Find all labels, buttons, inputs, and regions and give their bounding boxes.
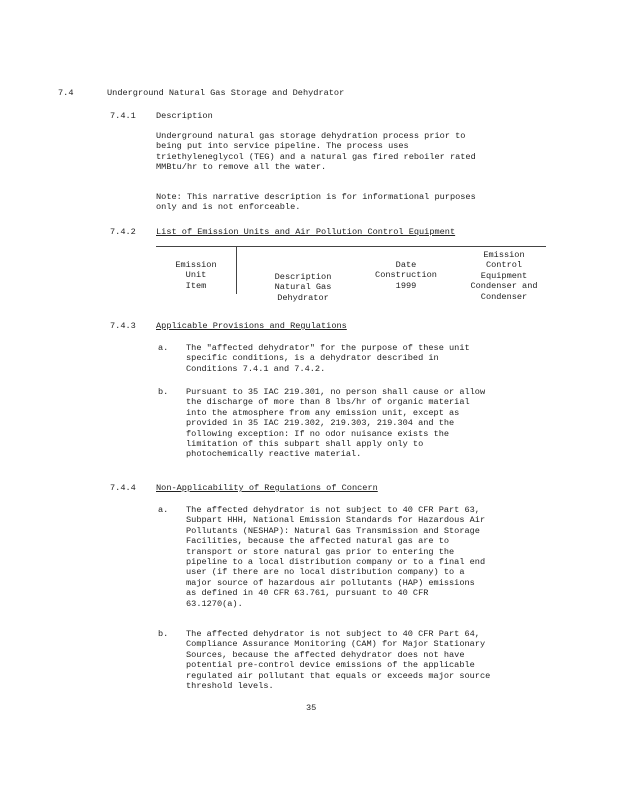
list-item (186, 505, 485, 609)
list-label: b. (158, 629, 169, 639)
subsection-heading-description: Description (156, 111, 213, 121)
table-cell: Unit (185, 270, 207, 281)
list-line: Pursuant to 35 IAC 219.301, no person shall cause or allow (186, 387, 486, 397)
list-line: Sources, because the affected dehydrator does not have (186, 649, 465, 660)
page-number: 35 (306, 703, 317, 713)
list-line: pipeline to a local distribution company or to a final end (186, 557, 486, 568)
description-line: Underground natural gas storage dehydration process prior to (156, 131, 466, 141)
description-line: triethyleneglycol (TEG) and a natural gas fired reboiler rated (156, 151, 476, 162)
list-item (186, 629, 490, 691)
list-line: limitation of this subpart shall apply only to (186, 439, 424, 450)
emission-units-table (156, 243, 546, 303)
table-col-control-equipment (456, 250, 552, 302)
list-line: transport or store natural gas prior to entering the (186, 546, 455, 557)
list-line: The "affected dehydrator" for the purpose of these unit (186, 343, 470, 353)
table-cell: Emission (175, 260, 217, 270)
list-item (186, 387, 485, 460)
description-line: being put into service pipeline. The process uses (156, 141, 409, 152)
subsection-heading-requirements: Applicable Provisions and Regulations (156, 321, 347, 331)
subsection-number-emission-units: 7.4.2 (110, 227, 136, 237)
list-line: following exception: If no odor nuisance exists the (186, 428, 450, 439)
subsection-number-non-applicability: 7.4.4 (110, 483, 136, 493)
list-line: the discharge of more than 8 lbs/hr of organic material (186, 397, 470, 408)
list-label: b. (158, 387, 169, 397)
list-line: Compliance Assurance Monitoring (CAM) for Major Stationary (186, 639, 486, 650)
section-number: 7.4 (58, 88, 74, 98)
table-top-rule (156, 246, 546, 247)
table-cell: Dehydrator (277, 292, 329, 303)
table-cell: 1999 (395, 280, 417, 291)
table-cell: Condenser and (470, 281, 538, 292)
subsection-heading-non-applicability: Non-Applicability of Regulations of Concern (156, 483, 378, 493)
description-paragraph (156, 131, 476, 173)
list-line: Conditions 7.4.1 and 7.4.2. (186, 363, 326, 374)
list-line: Subpart HHH, National Emission Standards for Hazardous Air (186, 515, 486, 526)
table-cell: Item (185, 280, 207, 291)
list-line: The affected dehydrator is not subject to 40 CFR Part 63, (186, 505, 480, 515)
subsection-number-requirements: 7.4.3 (110, 321, 136, 331)
table-col-description (248, 272, 358, 303)
list-line: into the atmosphere from any emission unit, except as (186, 407, 460, 418)
table-column-divider (236, 246, 237, 294)
list-line: threshold levels. (186, 681, 274, 692)
list-label: a. (158, 343, 169, 353)
list-line: major source of hazardous air pollutants (HAP) emissions (186, 577, 475, 588)
subsection-heading-emission-units: List of Emission Units and Air Pollution Control Equipment (156, 227, 456, 237)
section-heading (58, 88, 73, 98)
table-cell: Emission (483, 250, 525, 260)
table-cell: Control (485, 260, 523, 271)
table-cell: Description (274, 272, 332, 282)
subsection-number-description: 7.4.1 (110, 111, 136, 121)
table-cell: Equipment (480, 270, 528, 281)
section-title: Underground Natural Gas Storage and Dehydrator (107, 88, 345, 98)
list-line: The affected dehydrator is not subject to 40 CFR Part 64, (186, 629, 480, 639)
list-line: as defined in 40 CFR 63.761, pursuant to 40 CFR (186, 588, 429, 599)
note-line: only and is not enforceable. (156, 202, 301, 213)
table-cell: Condenser (480, 291, 528, 302)
list-line: photochemically reactive material. (186, 449, 362, 460)
table-cell: Natural Gas (274, 282, 332, 293)
list-line: user (if there are no local distribution company) to a (186, 567, 465, 578)
list-line: provided in 35 IAC 219.302, 219.303, 219.304 and the (186, 418, 455, 429)
table-col-date (356, 260, 456, 291)
note-line: Note: This narrative description is for informational purposes (156, 192, 476, 202)
description-line: MMBtu/hr to remove all the water. (156, 162, 327, 173)
list-line: Facilities, because the affected natural gas are to (186, 536, 450, 547)
list-line: regulated air pollutant that equals or exceeds major source (186, 670, 491, 681)
list-label: a. (158, 505, 169, 515)
list-line: potential pre-control device emissions of the applicable (186, 660, 475, 671)
list-item (186, 343, 470, 374)
table-col-emission-unit (156, 260, 236, 291)
list-line: 63.1270(a). (186, 598, 243, 609)
list-line: specific conditions, is a dehydrator described in (186, 353, 439, 364)
table-cell: Date (395, 260, 417, 270)
table-cell: Construction (375, 270, 437, 281)
list-line: Pollutants (NESHAP): Natural Gas Transmission and Storage (186, 525, 480, 536)
description-note (156, 192, 476, 213)
